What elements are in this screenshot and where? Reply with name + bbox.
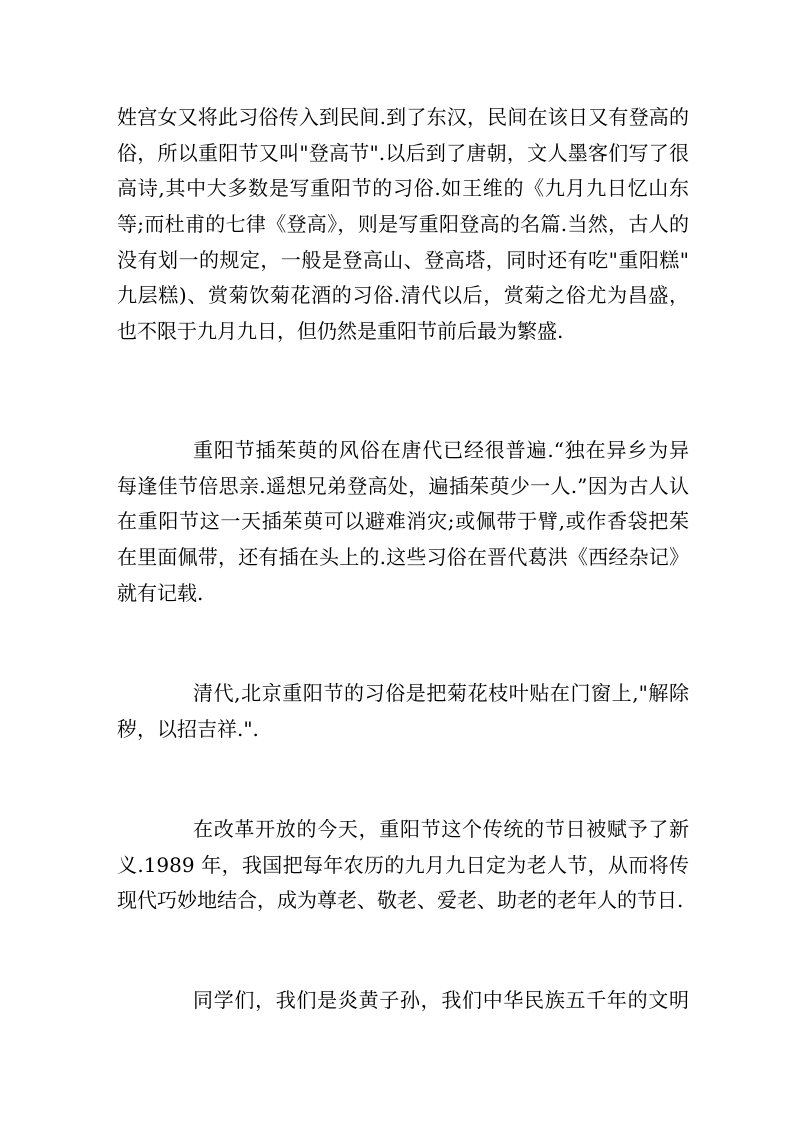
paragraph-line: 就有记载.	[117, 580, 204, 605]
paragraph-line: 同学们，我们是炎黄子孙，我们中华民族五千年的文明	[193, 988, 689, 1012]
paragraph-line: 秽，以招吉祥.".	[117, 716, 259, 741]
paragraph-line: 九层糕)、赏菊饮菊花酒的习俗.清代以后，赏菊之俗尤为昌盛，	[117, 283, 689, 308]
paragraph-line: 在重阳节这一天插茱萸可以避难消灾;或佩带于臂,或作香袋把茱	[117, 509, 689, 534]
paragraph-line: 高诗,其中大多数是写重阳节的习俗.如王维的《九月九日忆山东	[117, 176, 689, 201]
paragraph-1	[117, 100, 689, 350]
paragraph-line: 也不限于九月九日，但仍然是重阳节前后最为繁盛.	[117, 319, 564, 344]
paragraph-line: 在里面佩带，还有插在头上的.这些习俗在晋代葛洪《西经杂记》	[117, 545, 689, 570]
paragraph-line: 义.1989 年，我国把每年农历的九月九日定为老人节，从而将传	[117, 852, 689, 877]
paragraph-line: 俗，所以重阳节又叫"登高节".以后到了唐朝，文人墨客们写了很	[117, 140, 689, 165]
paragraph-line: 现代巧妙地结合，成为尊老、敬老、爱老、助老的老年人的节日.	[117, 888, 684, 913]
paragraph-line: 每逢佳节倍思亲.遥想兄弟登高处，遍插茱萸少一人.”因为古人认	[117, 473, 689, 498]
paragraph-2	[117, 433, 689, 611]
paragraph-line: 没有划一的规定，一般是登高山、登高塔，同时还有吃"重阳糕"	[117, 247, 689, 272]
paragraph-3	[117, 676, 689, 747]
paragraph-line: 等;而杜甫的七律《登高》，则是写重阳登高的名篇.当然，古人的	[117, 212, 689, 237]
paragraph-line: 重阳节插茱萸的风俗在唐代已经很普遍.“独在异乡为异	[193, 438, 689, 462]
paragraph-line: 在改革开放的今天，重阳节这个传统的节日被赋予了新	[193, 817, 689, 841]
paragraph-4	[117, 812, 689, 919]
paragraph-line: 清代,北京重阳节的习俗是把菊花枝叶贴在门窗上,"解除	[193, 681, 689, 705]
paragraph-line: 姓宫女又将此习俗传入到民间.到了东汉，民间在该日又有登高的	[117, 105, 689, 129]
paragraph-5	[117, 983, 689, 1019]
